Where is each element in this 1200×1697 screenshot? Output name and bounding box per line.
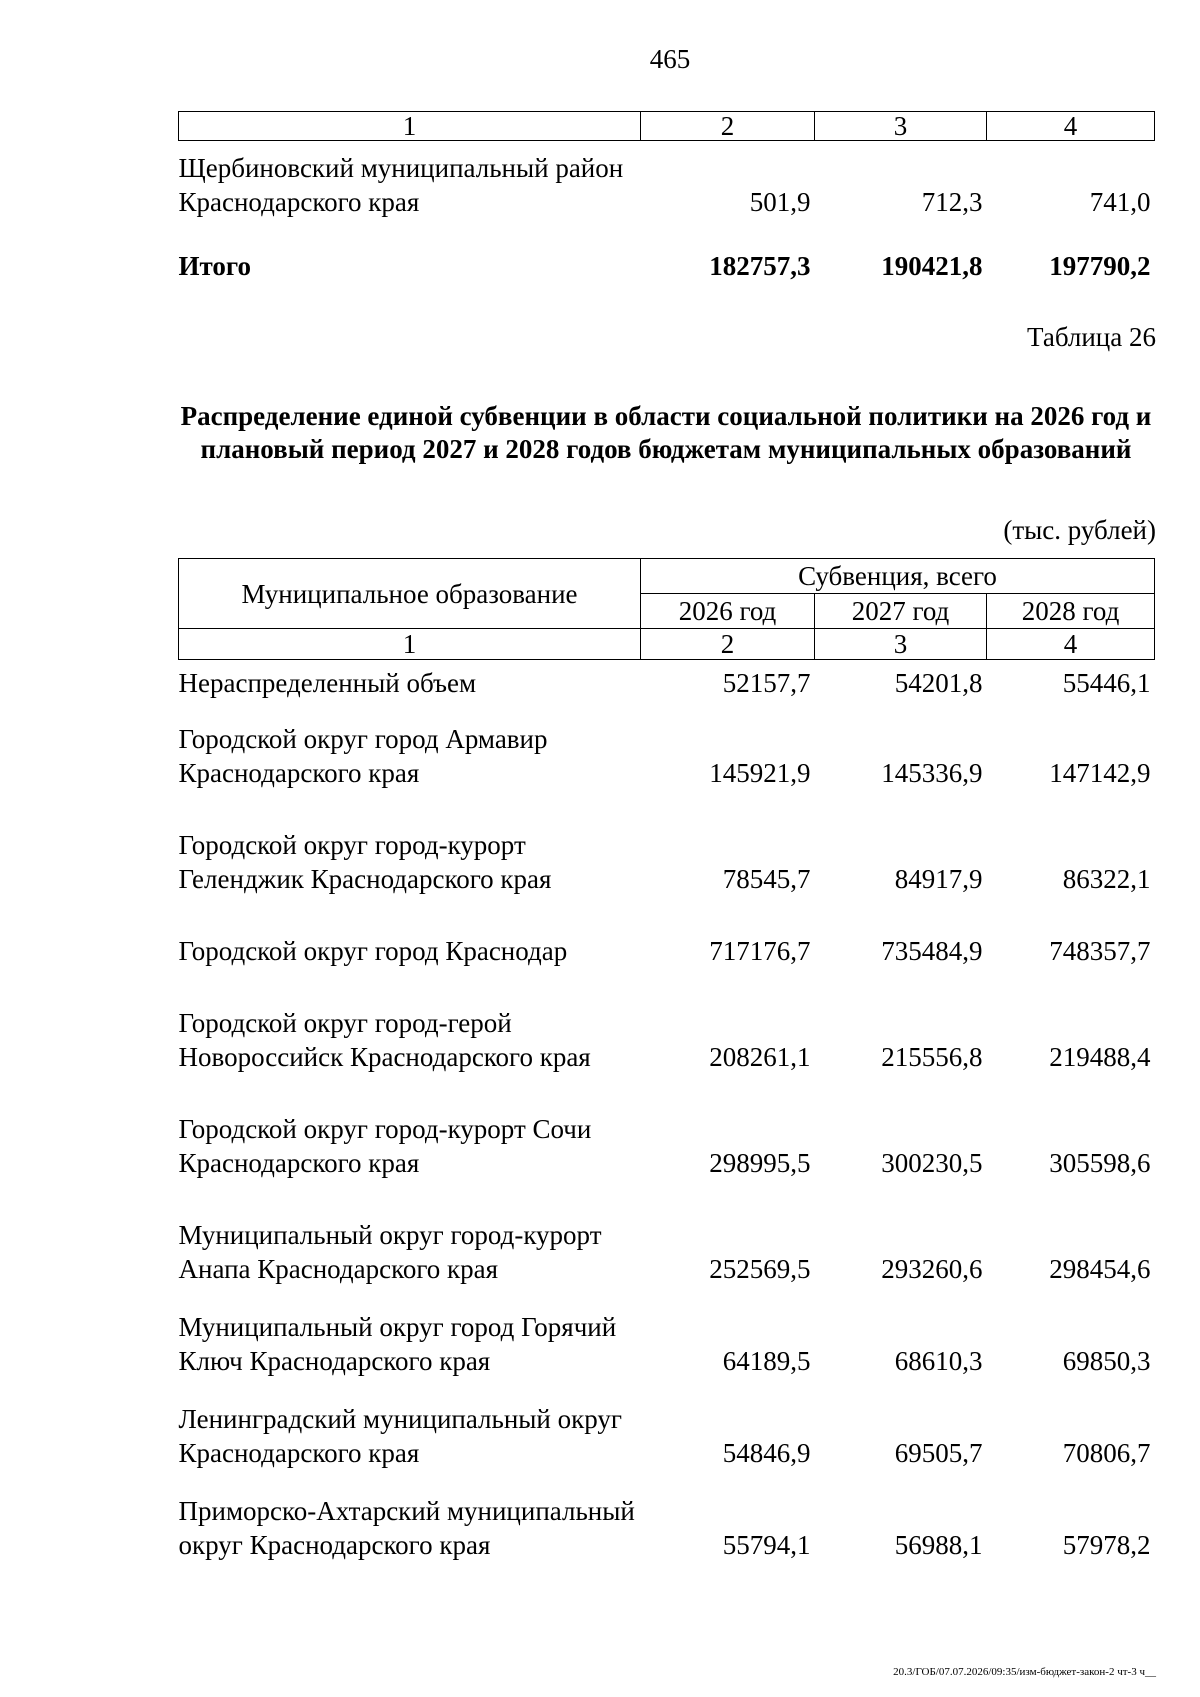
table-row xyxy=(179,660,1155,723)
municipality-name: Городской округ город-герой Новороссийск Краснодарского края xyxy=(178,1008,591,1072)
value-2026: 78545,7 xyxy=(722,864,811,894)
value-2028: 305598,6 xyxy=(1049,1148,1151,1178)
municipality-name: Городской округ город Армавир Краснодарского края xyxy=(178,724,548,788)
col-number: 4 xyxy=(987,629,1155,660)
value-2027: 300230,5 xyxy=(881,1148,983,1178)
value-2026: 55794,1 xyxy=(722,1530,811,1560)
value-2028: 69850,3 xyxy=(1062,1346,1151,1376)
page-number: 465 xyxy=(649,44,691,74)
col-number: 4 xyxy=(987,112,1155,141)
value-2027: 712,3 xyxy=(921,187,983,217)
value-2028: 748357,7 xyxy=(1049,936,1151,966)
value-2026: 208261,1 xyxy=(709,1042,811,1072)
value-2027: 68610,3 xyxy=(894,1346,983,1376)
col-number: 1 xyxy=(179,629,641,660)
value-2026: 252569,5 xyxy=(709,1254,811,1284)
value-2026: 64189,5 xyxy=(722,1346,811,1376)
total-2028: 197790,2 xyxy=(1049,251,1151,281)
total-2026: 182757,3 xyxy=(709,251,811,281)
municipality-name: Муниципальный округ город-курорт Анапа Краснодарского края xyxy=(178,1220,602,1284)
table-row xyxy=(179,1218,1155,1286)
table-row xyxy=(179,1006,1155,1074)
subvention-table xyxy=(178,558,1155,1562)
table-row xyxy=(179,1494,1155,1562)
col-number: 2 xyxy=(641,112,815,141)
value-2027: 293260,6 xyxy=(881,1254,983,1284)
municipality-name: Приморско-Ахтарский муниципальный округ Краснодарского края xyxy=(178,1496,635,1560)
table-label: Таблица 26 xyxy=(1027,322,1156,352)
value-2027: 735484,9 xyxy=(881,936,983,966)
value-2028: 147142,9 xyxy=(1049,758,1151,788)
value-2028: 219488,4 xyxy=(1049,1042,1151,1072)
value-2026: 298995,5 xyxy=(709,1148,811,1178)
value-2027: 215556,8 xyxy=(881,1042,983,1072)
col-number: 1 xyxy=(179,112,641,141)
total-row xyxy=(179,219,1155,283)
table-row xyxy=(179,141,1155,220)
value-2028: 741,0 xyxy=(1089,187,1151,217)
total-2027: 190421,8 xyxy=(881,251,983,281)
year-header: 2026 год xyxy=(641,594,815,629)
value-2026: 52157,7 xyxy=(722,668,811,698)
municipality-name: Городской округ город-курорт Геленджик Краснодарского края xyxy=(178,830,552,894)
year-header: 2027 год xyxy=(815,594,987,629)
table-row xyxy=(179,1310,1155,1378)
municipality-name: Городской округ город Краснодар xyxy=(178,936,568,966)
col-number: 3 xyxy=(815,112,987,141)
table-title: Распределение единой субвенции в области социальной политики на 2026 год и плановый период 2027 и 2028 годов бюджетам муниципальных образований xyxy=(180,401,1152,464)
previous-table-continuation xyxy=(178,111,1155,283)
col-number: 3 xyxy=(815,629,987,660)
value-2026: 717176,7 xyxy=(709,936,811,966)
subvention-group-header: Субвенция, всего xyxy=(641,559,1155,594)
col-number: 2 xyxy=(641,629,815,660)
value-2027: 145336,9 xyxy=(881,758,983,788)
value-2028: 86322,1 xyxy=(1062,864,1151,894)
document-footer-code: 20.3/ГОБ/07.07.2026/09:35/изм-бюджет-закон-2 чт-3 ч__ xyxy=(893,1666,1156,1678)
value-2028: 55446,1 xyxy=(1062,668,1151,698)
municipality-name: Щербиновский муниципальный район Краснодарского края xyxy=(178,153,624,217)
value-2026: 145921,9 xyxy=(709,758,811,788)
value-2027: 56988,1 xyxy=(894,1530,983,1560)
table-row xyxy=(179,722,1155,790)
value-2028: 57978,2 xyxy=(1062,1530,1151,1560)
column-number-row xyxy=(179,112,1155,141)
year-header: 2028 год xyxy=(987,594,1155,629)
value-2027: 84917,9 xyxy=(894,864,983,894)
table-row xyxy=(179,1402,1155,1470)
table-row xyxy=(179,1112,1155,1180)
units-label: (тыс. рублей) xyxy=(1003,515,1156,545)
value-2028: 298454,6 xyxy=(1049,1254,1151,1284)
value-2027: 54201,8 xyxy=(894,668,983,698)
value-2027: 69505,7 xyxy=(894,1438,983,1468)
total-label: Итого xyxy=(178,251,251,281)
municipality-name: Муниципальный округ город Горячий Ключ Краснодарского края xyxy=(178,1312,617,1376)
municipality-name: Ленинградский муниципальный округ Краснодарского края xyxy=(178,1404,622,1468)
municipality-name: Нераспределенный объем xyxy=(178,668,477,698)
municipality-name: Городской округ город-курорт Сочи Краснодарского края xyxy=(178,1114,592,1178)
municipality-column-header: Муниципальное образование xyxy=(179,559,641,629)
value-2026: 501,9 xyxy=(749,187,811,217)
table-row xyxy=(179,828,1155,896)
value-2026: 54846,9 xyxy=(722,1438,811,1468)
table-row xyxy=(179,934,1155,968)
value-2028: 70806,7 xyxy=(1062,1438,1151,1468)
